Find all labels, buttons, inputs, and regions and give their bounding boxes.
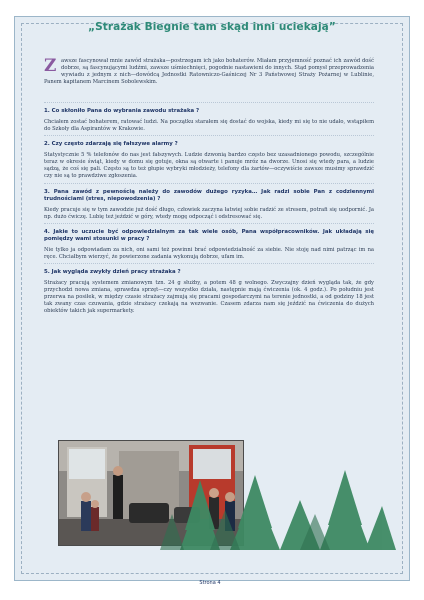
- divider: [44, 102, 374, 103]
- answer-4: Nie tylko ja odpowiadam za nich, oni sami też powinni brać odpowiedzialność za siebie. Nie stoję nad nimi patrząc im na ręce. Chciałbym wierzyć, że powierzone zadania wykonują dobrze, ufam im.: [44, 246, 374, 260]
- question-1: 1. Co skłoniło Pana do wybrania zawodu strażaka ?: [44, 108, 200, 114]
- question-4: 4. Jakie to uczucie być odpowiedzialnym za tak wiele osób, Pana współpracowników. Jak układają się pomiędzy wami stosunki w pracy ?: [44, 228, 374, 242]
- answer-1: Chciałem zostać bohaterem, ratować ludzi. Na początku starałem się dostać do wojska, kiedy mi się to nie udało, wstąpiłem do Szkoły dla Aspirantów w Krakowie.: [44, 119, 374, 133]
- pine-trees-decoration: [160, 470, 396, 550]
- trees-icon: [160, 470, 396, 550]
- divider: [44, 263, 374, 264]
- question-3: 3. Pana zawód z pewnością należy do zawodów dużego ryzyka… Jak radzi sobie Pan z codziennymi trudnościami (stres, niepowodzenia) ?: [44, 188, 374, 202]
- question-5: 5. Jak wygląda zwykły dzień pracy strażaka ?: [44, 268, 181, 275]
- answer-2: Statystycznie 5 % telefonów do nas jest fałszywych. Ludzie dzwonią bardzo często bez uzasadnionego powodu, szczególnie teraz w okresie świąt, kiedy w domu się gotuje, okna są otwarte i panuje mróz na dworze. Unosi się wtedy para, a ludzie sądzą, że coś się pali. Często są to też głupie wybryki młodzieży, telefony dla żartów—oczywiście zawsze musimy sprawdzić czy nie są to prawdziwe zgłoszenia.: [44, 152, 374, 180]
- answer-3: Kiedy pracuje się w tym zawodzie już dość długo, człowiek zaczyna łatwiej sobie radzić ze stresem, potrafi się uodpornić. Ja np. dużo ćwiczę. Lubię też jeździć w góry, wtedy mogę odpocząć i odstresować się.: [44, 206, 374, 220]
- divider: [44, 223, 374, 224]
- article-body: [44, 58, 374, 315]
- answer-5: Strażacy pracują systemem zmianowym tzn. 24 g służby, a potem 48 g wolnego. Zwyczajny dzień wygląda tak, że gdy przychodzi nowa zmiana, sprawdza sprzęt—czy wszystko działa, następnie mają ćwiczenia (ok. 4 godz.). Po południu jest przerwa na posiłek, w między czasie strażacy zajmują się pracami gospodarczymi na terenie jednostki, a od godziny 18 jest tak zwany czas czuwania, gdzie strażacy czekają na wezwanie. Czasem zdarza nam się jeździć na ćwiczenia do dużych obiektów takich jak supermarkety.: [44, 279, 374, 315]
- divider: [44, 135, 374, 136]
- page-number: Strona 4: [199, 580, 221, 586]
- drop-cap-letter: Z: [44, 56, 57, 76]
- intro-text: awsze fascynował mnie zawód strażaka—postrzegam ich jako bohaterów. Miałam przyjemność poznać ich zawód dość dobrze, są fascynującymi ludźmi, zawsze uśmiechnięci, pogodnie nastawieni do innych. Stąd pomysł przeprowadzenia wywiadu z jednym z nich—dowódcą Jednostki Ratowniczo-Gaśniczej Nr 3 Państwowej Straży Pożarnej w Lublinie, Panem kapitanem Marcinem Sobolewskim.: [44, 58, 374, 86]
- divider: [44, 183, 374, 184]
- article-title: „Strażak Biegnie tam skąd inni uciekają”: [88, 21, 336, 33]
- question-2: 2. Czy często zdarzają się fałszywe alarmy ?: [44, 141, 178, 148]
- intro-paragraph: [44, 58, 374, 100]
